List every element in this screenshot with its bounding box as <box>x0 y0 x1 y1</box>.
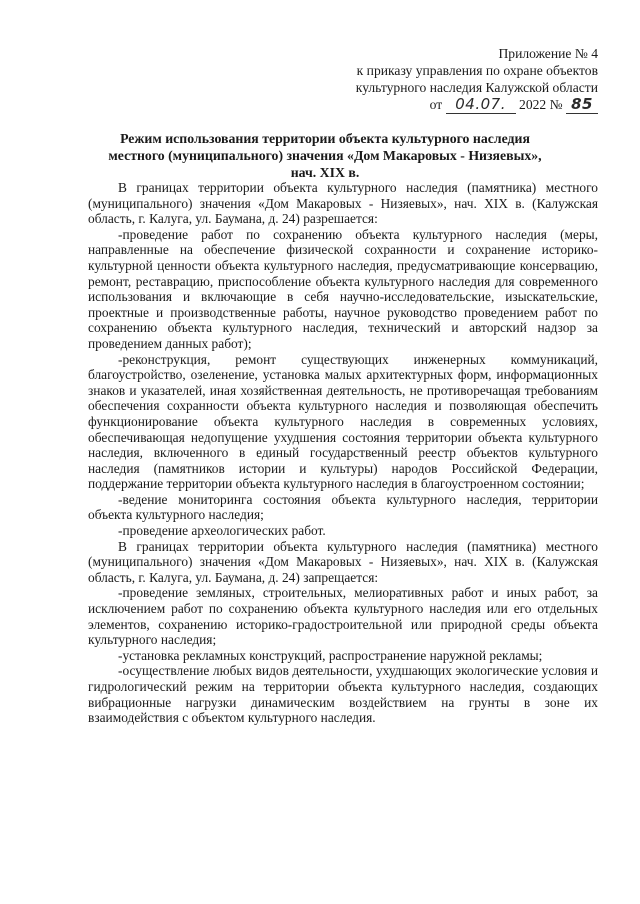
paragraph-prohibited-advertising: -установка рекламных конструкций, распространение наружной рекламы; <box>118 647 543 663</box>
paragraph-permitted-preservation: -проведение работ по сохранению объекта культурного наследия (меры, направленные на обеспечение физической сохранности и сохранение историко-культурной ценности объекта культурного наследия, предусматривающие консервацию, ремонт, реставрацию, приспособление объекта культурного наследия для современного использования и включающие в себя научно-исследовательские, изыскательские, проектные и производственные работы, научное руководство проведением работ по сохранению объекта культурного наследия, технический и авторский надзор за проведением данных работ); <box>88 226 598 351</box>
paragraph-prohibited-environment: -осуществление любых видов деятельности, ухудшающих экологические условия и гидрологический режим на территории объекта культурного наследия, создающих вибрационные нагрузки динамическим воздействием на грунты в зоне их взаимодействия с объектом культурного наследия. <box>88 663 598 726</box>
order-authority: культурного наследия Калужской области <box>355 80 598 95</box>
appendix-header <box>298 45 598 114</box>
paragraph-permitted-archaeology: -проведение археологических работ. <box>118 523 326 539</box>
handwritten-date: 04.07. <box>446 96 516 114</box>
date-prefix: от <box>429 97 443 112</box>
appendix-number: Приложение № 4 <box>498 46 598 61</box>
order-year: 2022 № <box>519 97 563 112</box>
document-body <box>88 180 598 726</box>
paragraph-permitted-monitoring: -ведение мониторинга состояния объекта культурного наследия, территории объекта культурного наследия; <box>88 491 598 523</box>
paragraph-prohibited-earthworks: -проведение земляных, строительных, мелиоративных работ и иных работ, за исключением работ по сохранению объекта культурного наследия или его отдельных элементов, сохранению историко-градостроительной или природной среды объекта культурного наследия; <box>88 585 598 648</box>
paragraph-permitted-intro: В границах территории объекта культурного наследия (памятника) местного (муниципального) значения «Дом Макаровых - Низяевых», нач. XIX в. (Калужская область, г. Калуга, ул. Баумана, д. 24) разрешается: <box>88 180 598 227</box>
document-title: Режим использования территории объекта культурного наследия местного (муниципального) значения «Дом Макаровых - Низяевых», нач. XIX в. <box>108 131 542 180</box>
paragraph-permitted-reconstruction: -реконструкция, ремонт существующих инженерных коммуникаций, благоустройство, озеленение, установка малых архитектурных форм, информационных знаков и указателей, иная хозяйственная деятельность, не противоречащая требованиям обеспечения сохранности объекта культурного наследия и позволяющая обеспечить функционирование объекта культурного наследия в современных условиях, обеспечивающая недопущение ухудшения состояния территории объекта культурного наследия, включенного в единый государственный реестр объектов культурного наследия (памятников истории и культуры) народов Российской Федерации, поддержание территории объекта культурного наследия в благоустроенном состоянии; <box>88 351 598 492</box>
order-reference: к приказу управления по охране объектов <box>356 63 598 78</box>
handwritten-order-number: 85 <box>566 96 598 114</box>
order-date-line <box>298 96 598 114</box>
paragraph-prohibited-intro: В границах территории объекта культурного наследия (памятника) местного (муниципального) значения «Дом Макаровых - Низяевых», нач. XIX в. (Калужская область, г. Калуга, ул. Баумана, д. 24) запрещается: <box>88 538 598 585</box>
